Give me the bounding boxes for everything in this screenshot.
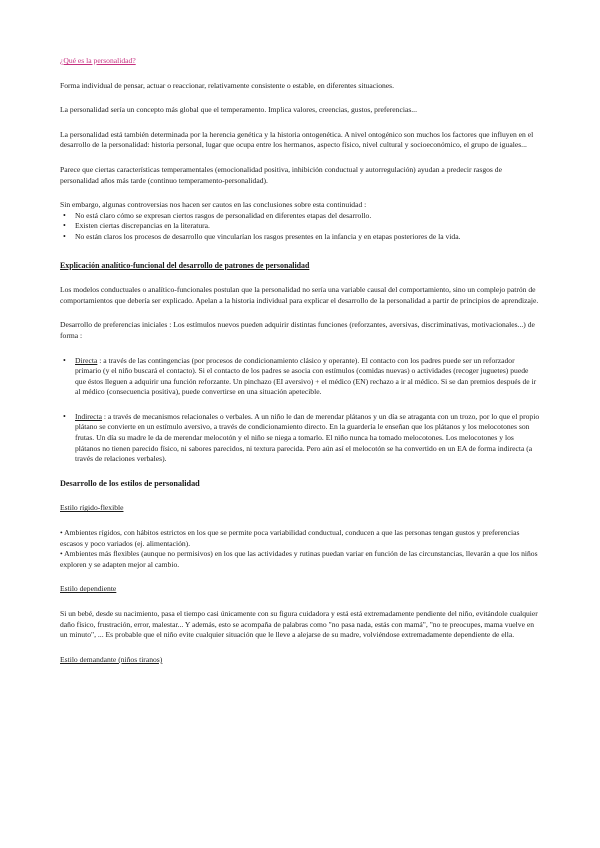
paragraph-temperamento: Parece que ciertas características temperamentales (emocionalidad positiva, inhibición conductual y autorregulación) ayudan a predecir rasgos de personalidad años más tarde (continuo temperamento-personalidad). bbox=[60, 164, 502, 185]
bullet-marker: • bbox=[63, 411, 66, 421]
directa-label: Directa bbox=[75, 355, 98, 365]
subheading-demandante: Estilo demandante (niños tiranos) bbox=[60, 654, 163, 664]
subheading-dependiente: Estilo dependiente bbox=[60, 584, 117, 594]
paragraph-preferencias: Desarrollo de preferencias iniciales : Los estímulos nuevos pueden adquirir distintas funciones (reforzantes, aversivas, discriminativas, motivacionales...) de forma : bbox=[60, 320, 535, 340]
paragraph-herencia: La personalidad está también determinada por la herencia genética y la historia ontogenética. A nivel ontogénico son muchos los factores que influyen en el desarrollo de la personalidad: historia personal, lugar que ocupa entre los hermanos, aspecto físico, nivel cultural y socioeconómico, el grupo de iguales... bbox=[60, 129, 534, 150]
list-item-directa bbox=[60, 356, 540, 398]
paragraph-dependiente: Si un bebé, desde su nacimiento, pasa el tiempo casi únicamente con su figura cuidadora y está está extremadamente pendiente del niño, evitándole cualquier daño físico, frustración, error, malestar... Y además, esto se acompaña de palabras como "no pasa nada, estás con mamá", "no te preocupes, mama vuelve en un minuto", ... Es probable que el niño evite cualquier situación que le lleve a alejarse de su madre, volviéndose extremadamente dependiente de ella. bbox=[60, 609, 538, 640]
list-item: • No está claro cómo se expresan ciertos rasgos de personalidad en diferentes etapas del desarrollo. bbox=[60, 211, 540, 222]
title-link[interactable]: ¿Qué es la personalidad? bbox=[60, 56, 136, 65]
list-item: • Existen ciertas discrepancias en la literatura. bbox=[60, 221, 540, 232]
paragraph-rigidos: • Ambientes rígidos, con hábitos estrictos en los que se permite poca variabilidad conductual, conducen a que las personas tengan gustos y preferencias escasos y poco variados (ej. alimentación). bbox=[60, 528, 520, 548]
indirecta-text: : a través de mecanismos relacionales o verbales. A un niño le dan de merendar plátanos y un día se atraganta con un trozo, por lo que el propio plátano se convierte en un estímulo aversivo, a través de condicionamiento directo. En la guardería le enseñan que los plátanos y los melocotones son frutas. Un día su madre le da de merendar melocotón y el niño se niega a tomarlo. El niño nunca ha tomado melocotones. Los melocotones y los plátanos no tienen parecido físico, ni sabores parecidos, ni textura parecida. Pero aún así el melocotón se ha convertido en un EA de forma indirecta (a través de relaciones verbales). bbox=[75, 411, 540, 464]
controversias-list bbox=[60, 211, 540, 243]
bullet-marker: • bbox=[63, 355, 66, 365]
paragraph-controversias: Sin embargo, algunas controversias nos hacen ser cautos en las conclusiones sobre esta continuidad : bbox=[60, 200, 367, 210]
document-page bbox=[60, 56, 540, 665]
indirecta-label: Indirecta bbox=[75, 411, 102, 421]
paragraph-flexibles: • Ambientes más flexibles (aunque no permisivos) en los que las actividades y rutinas puedan variar en función de las circunstancias, llevarán a que los niños exploren y se adapten mejor al cambio. bbox=[60, 549, 538, 569]
paragraph-modelos: Los modelos conductuales o analítico-funcionales postulan que la personalidad no sería una variable causal del comportamiento, sino un complejo patrón de comportamientos que debería ser explicado. Apelan a la historia individual para explicar el desarrollo de la personalidad a partir de principios de aprendizaje. bbox=[60, 285, 539, 305]
paragraph-definition: Forma individual de pensar, actuar o reaccionar, relativamente consistente o estable, en diferentes situaciones. bbox=[60, 80, 395, 90]
section-heading-estilos: Desarrollo de los estilos de personalidad bbox=[60, 478, 200, 488]
directa-text: : a través de las contingencias (por procesos de condicionamiento clásico y operante). El contacto con los padres puede ser un reforzador primario (y el niño buscará el contacto). Si el contacto de los padres se asocia con estímulos (comidas nuevas) o actividades (recoger juguetes) puede que éstos lleguen a adquirir una función reforzante. Un pinchazo (EI aversivo) + el médico (EN) rechazo a ir al médico. Si se dan premios después de ir al médico (consecuencia positiva), puede convertirse en una situación apetecible. bbox=[75, 355, 537, 397]
paragraph-global-concept: La personalidad sería un concepto más global que el temperamento. Implica valores, creencias, gustos, preferencias... bbox=[60, 105, 417, 115]
list-item-indirecta bbox=[60, 412, 540, 465]
section-heading-explicacion: Explicación analítico-funcional del desarrollo de patrones de personalidad bbox=[60, 260, 310, 270]
list-item: • No están claros los procesos de desarrollo que vincularían los rasgos presentes en la infancia y en etapas posteriores de la vida. bbox=[60, 232, 540, 243]
subheading-rigido-flexible: Estilo rígido-flexible bbox=[60, 503, 124, 513]
